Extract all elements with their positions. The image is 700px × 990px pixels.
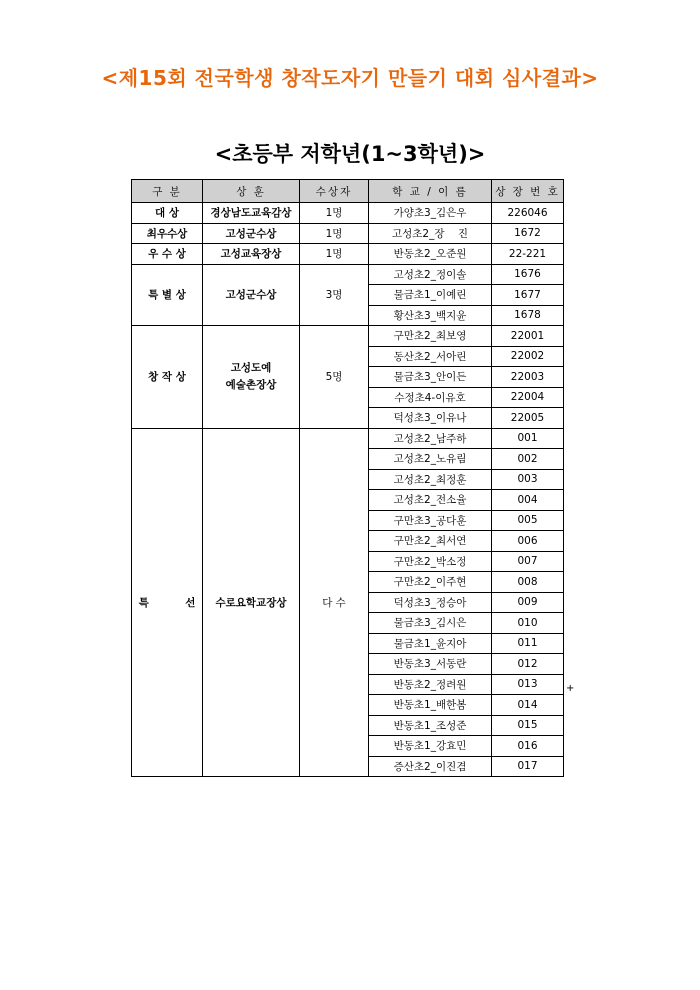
cert-number-cell: 1676 — [492, 264, 564, 285]
cert-number-cell: 22005 — [492, 408, 564, 429]
school-name-cell: 덕성초3_정승아 — [369, 592, 492, 613]
cert-number-cell: 008 — [492, 572, 564, 593]
school-name-cell: 반동초2_오준원 — [369, 244, 492, 265]
page-title: <제15회 전국학생 창작도자기 만들기 대회 심사결과> — [101, 66, 599, 90]
cert-number-cell: 012 — [492, 654, 564, 675]
cert-number-cell: 004 — [492, 490, 564, 511]
school-name-cell: 구만초2_최보영 — [369, 326, 492, 347]
table-row — [132, 223, 564, 244]
cert-number-cell: 1678 — [492, 305, 564, 326]
header-school-name: 학 교 / 이 름 — [369, 180, 492, 203]
count-cell: 3명 — [300, 264, 369, 326]
award-cell: 경상남도교육감상 — [203, 203, 300, 224]
results-table — [131, 179, 564, 777]
school-name-cell: 물금초3_김시은 — [369, 613, 492, 634]
header-category: 구 분 — [132, 180, 203, 203]
category-cell: 최우수상 — [132, 223, 203, 244]
count-cell: 다 수 — [300, 428, 369, 777]
cert-number-cell: 002 — [492, 449, 564, 470]
cert-number-cell: 014 — [492, 695, 564, 716]
award-cell: 고성교육장상 — [203, 244, 300, 265]
school-name-cell: 구만초2_박소정 — [369, 551, 492, 572]
cert-number-cell: 007 — [492, 551, 564, 572]
cert-number-cell: 22001 — [492, 326, 564, 347]
category-cell: 특 선 — [132, 428, 203, 777]
school-name-cell: 고성초2_정이솔 — [369, 264, 492, 285]
school-name-cell: 황산초3_백지윤 — [369, 305, 492, 326]
table-row — [132, 326, 564, 347]
cert-number-cell: 22003 — [492, 367, 564, 388]
school-name-cell: 증산초2_이진겸 — [369, 756, 492, 777]
award-line-2: 예술촌장상 — [225, 378, 277, 391]
header-award: 상 훈 — [203, 180, 300, 203]
school-name-cell: 구만초2_최서연 — [369, 531, 492, 552]
school-name-cell: 고성초2_남주하 — [369, 428, 492, 449]
cert-number-cell: 010 — [492, 613, 564, 634]
school-name-cell: 물금초1_이예린 — [369, 285, 492, 306]
award-cell: 수로요학교장상 — [203, 428, 300, 777]
school-name-cell: 물금초3_안이든 — [369, 367, 492, 388]
school-name-cell: 덕성초3_이유나 — [369, 408, 492, 429]
school-name-cell: 반동초2_정려원 — [369, 674, 492, 695]
count-cell: 5명 — [300, 326, 369, 429]
cert-number-cell: 1677 — [492, 285, 564, 306]
award-cell: 고성군수상 — [203, 223, 300, 244]
school-name-cell: 반동초1_조성준 — [369, 715, 492, 736]
count-cell: 1명 — [300, 203, 369, 224]
plus-mark: + — [566, 683, 575, 694]
header-count: 수상자 — [300, 180, 369, 203]
count-cell: 1명 — [300, 223, 369, 244]
school-name-cell: 수정초4-이유호 — [369, 387, 492, 408]
table-header-row — [132, 180, 564, 203]
cert-number-cell: 006 — [492, 531, 564, 552]
table-row — [132, 428, 564, 449]
cert-number-cell: 013 — [492, 674, 564, 695]
cert-number-cell: 22004 — [492, 387, 564, 408]
cert-number-cell: 005 — [492, 510, 564, 531]
cert-number-cell: 015 — [492, 715, 564, 736]
count-cell: 1명 — [300, 244, 369, 265]
school-name-cell: 동산초2_서아린 — [369, 346, 492, 367]
school-name-cell: 고성초2_최정훈 — [369, 469, 492, 490]
cert-number-cell: 011 — [492, 633, 564, 654]
school-name-cell: 반동초1_강효민 — [369, 736, 492, 757]
school-name-cell: 반동초1_배한봄 — [369, 695, 492, 716]
cert-number-cell: 22-221 — [492, 244, 564, 265]
category-cell: 대 상 — [132, 203, 203, 224]
school-name-cell: 반동초3_서동란 — [369, 654, 492, 675]
table-row — [132, 203, 564, 224]
school-name-cell: 물금초1_윤지아 — [369, 633, 492, 654]
award-cell — [203, 326, 300, 429]
cert-number-cell: 003 — [492, 469, 564, 490]
award-cell: 고성군수상 — [203, 264, 300, 326]
school-name-cell: 구만초3_공다훈 — [369, 510, 492, 531]
cert-number-cell: 016 — [492, 736, 564, 757]
cert-number-cell: 22002 — [492, 346, 564, 367]
table-row — [132, 244, 564, 265]
table-row — [132, 264, 564, 285]
cert-number-cell: 001 — [492, 428, 564, 449]
section-title: <초등부 저학년(1~3학년)> — [214, 142, 486, 166]
school-name-cell: 고성초2_노유림 — [369, 449, 492, 470]
cert-number-cell: 017 — [492, 756, 564, 777]
school-name-cell: 고성초2_장 진 — [369, 223, 492, 244]
header-cert-no: 상 장 번 호 — [492, 180, 564, 203]
school-name-cell: 고성초2_전소율 — [369, 490, 492, 511]
cert-number-cell: 226046 — [492, 203, 564, 224]
award-line-1: 고성도예 — [230, 361, 272, 374]
cert-number-cell: 009 — [492, 592, 564, 613]
category-cell: 창 작 상 — [132, 326, 203, 429]
school-name-cell: 구만초2_이주현 — [369, 572, 492, 593]
category-cell: 우 수 상 — [132, 244, 203, 265]
results-table-body — [132, 203, 564, 777]
cert-number-cell: 1672 — [492, 223, 564, 244]
school-name-cell: 가양초3_김은우 — [369, 203, 492, 224]
category-cell: 특 별 상 — [132, 264, 203, 326]
